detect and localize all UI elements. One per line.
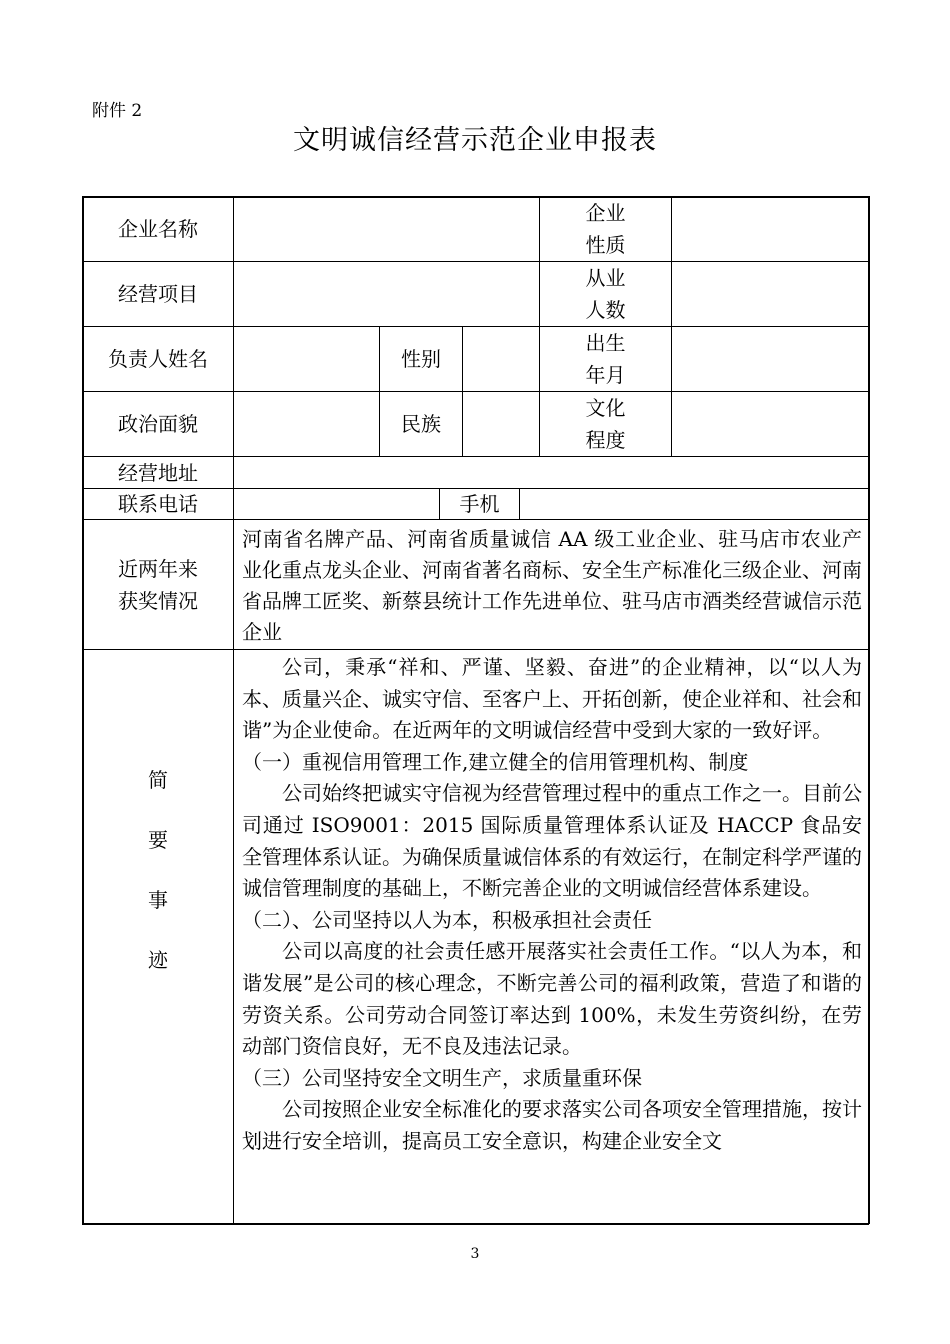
- awards-label: 近两年来 获奖情况: [118, 556, 198, 613]
- deeds-label-char: 简: [148, 768, 168, 792]
- birth-label: 出生 年月: [585, 331, 626, 387]
- company-name-field[interactable]: [234, 197, 539, 261]
- deeds-section-heading: （三）公司坚持安全文明生产，求质量重环保: [242, 1065, 642, 1090]
- deeds-label-char: 迹: [148, 948, 168, 972]
- deeds-section-heading: （一）重视信用管理工作,建立健全的信用管理机构、制度: [242, 749, 749, 774]
- mobile-label: 手机: [459, 492, 500, 516]
- gender-field[interactable]: [463, 327, 539, 391]
- address-field[interactable]: [234, 457, 868, 488]
- deeds-section-heading: （二）、公司坚持以人为本，积极承担社会责任: [242, 907, 652, 932]
- leader-name-field[interactable]: [234, 327, 379, 391]
- gender-label: 性别: [401, 347, 441, 371]
- deeds-text: [234, 650, 868, 1223]
- leader-name-label: 负责人姓名: [108, 347, 208, 371]
- political-label: 政治面貌: [118, 412, 198, 436]
- deeds-paragraph: 公司以高度的社会责任感开展落实社会责任工作。“以人为本，和谐发展”是公司的核心理念，不断完善公司的福利政策，营造了和谐的劳资关系。公司劳动合同签订率达到 100%，未发生劳资纠纷，在劳动部门资信良好，无不良及违法记录。: [242, 939, 862, 1059]
- deeds-paragraph: 公司，秉承“祥和、严谨、坚毅、奋进”的企业精神，以“以人为本、质量兴企、诚实守信、至客户上、开拓创新，使企业祥和、社会和谐”为企业使命。在近两年的文明诚信经营中受到大家的一致好评。: [242, 655, 862, 743]
- company-nature-field[interactable]: [672, 197, 868, 261]
- deeds-label: [83, 650, 233, 1090]
- company-name-label: 企业名称: [118, 217, 198, 241]
- political-field[interactable]: [234, 392, 379, 456]
- page-number: 3: [470, 1246, 480, 1262]
- ethnicity-field[interactable]: [463, 392, 539, 456]
- border-bottom: [82, 1223, 869, 1225]
- border-right: [868, 196, 870, 1224]
- employees-label: 从业 人数: [585, 266, 626, 322]
- phone-field[interactable]: [234, 489, 439, 519]
- business-items-label: 经营项目: [118, 282, 198, 306]
- ethnicity-label: 民族: [401, 412, 441, 436]
- awards-text: 河南省名牌产品、河南省质量诚信 AA 级工业企业、驻马店市农业产业化重点龙头企业、河南省著名商标、安全生产标准化三级企业、河南省品牌工匠奖、新蔡县统计工作先进单位、驻马店市酒类经营诚信示范企业: [242, 527, 862, 644]
- birth-field[interactable]: [672, 327, 868, 391]
- attachment-label: 附件 2: [92, 101, 143, 121]
- education-label: 文化 程度: [585, 396, 626, 452]
- page-title: 文明诚信经营示范企业申报表: [293, 125, 657, 156]
- deeds-paragraph: 公司按照企业安全标准化的要求落实公司各项安全管理措施，按计划进行安全培训，提高员工安全意识，构建企业安全文: [242, 1097, 862, 1153]
- deeds-paragraph: 公司始终把诚实守信视为经营管理过程中的重点工作之一。目前公司通过 ISO9001：2015 国际质量管理体系认证及 HACCP 食品安全管理体系认证。为确保质量诚信体系的有效运行，在制定科学严谨的诚信管理制度的基础上，不断完善企业的文明诚信经营体系建设。: [242, 781, 862, 901]
- deeds-label-char: 要: [148, 828, 168, 852]
- deeds-label-char: 事: [148, 888, 168, 912]
- education-field[interactable]: [672, 392, 868, 456]
- business-items-field[interactable]: [234, 262, 539, 326]
- address-label: 经营地址: [118, 460, 198, 485]
- employees-field[interactable]: [672, 262, 868, 326]
- company-nature-label: 企业 性质: [585, 201, 626, 257]
- phone-label: 联系电话: [118, 492, 198, 516]
- mobile-field[interactable]: [520, 489, 868, 519]
